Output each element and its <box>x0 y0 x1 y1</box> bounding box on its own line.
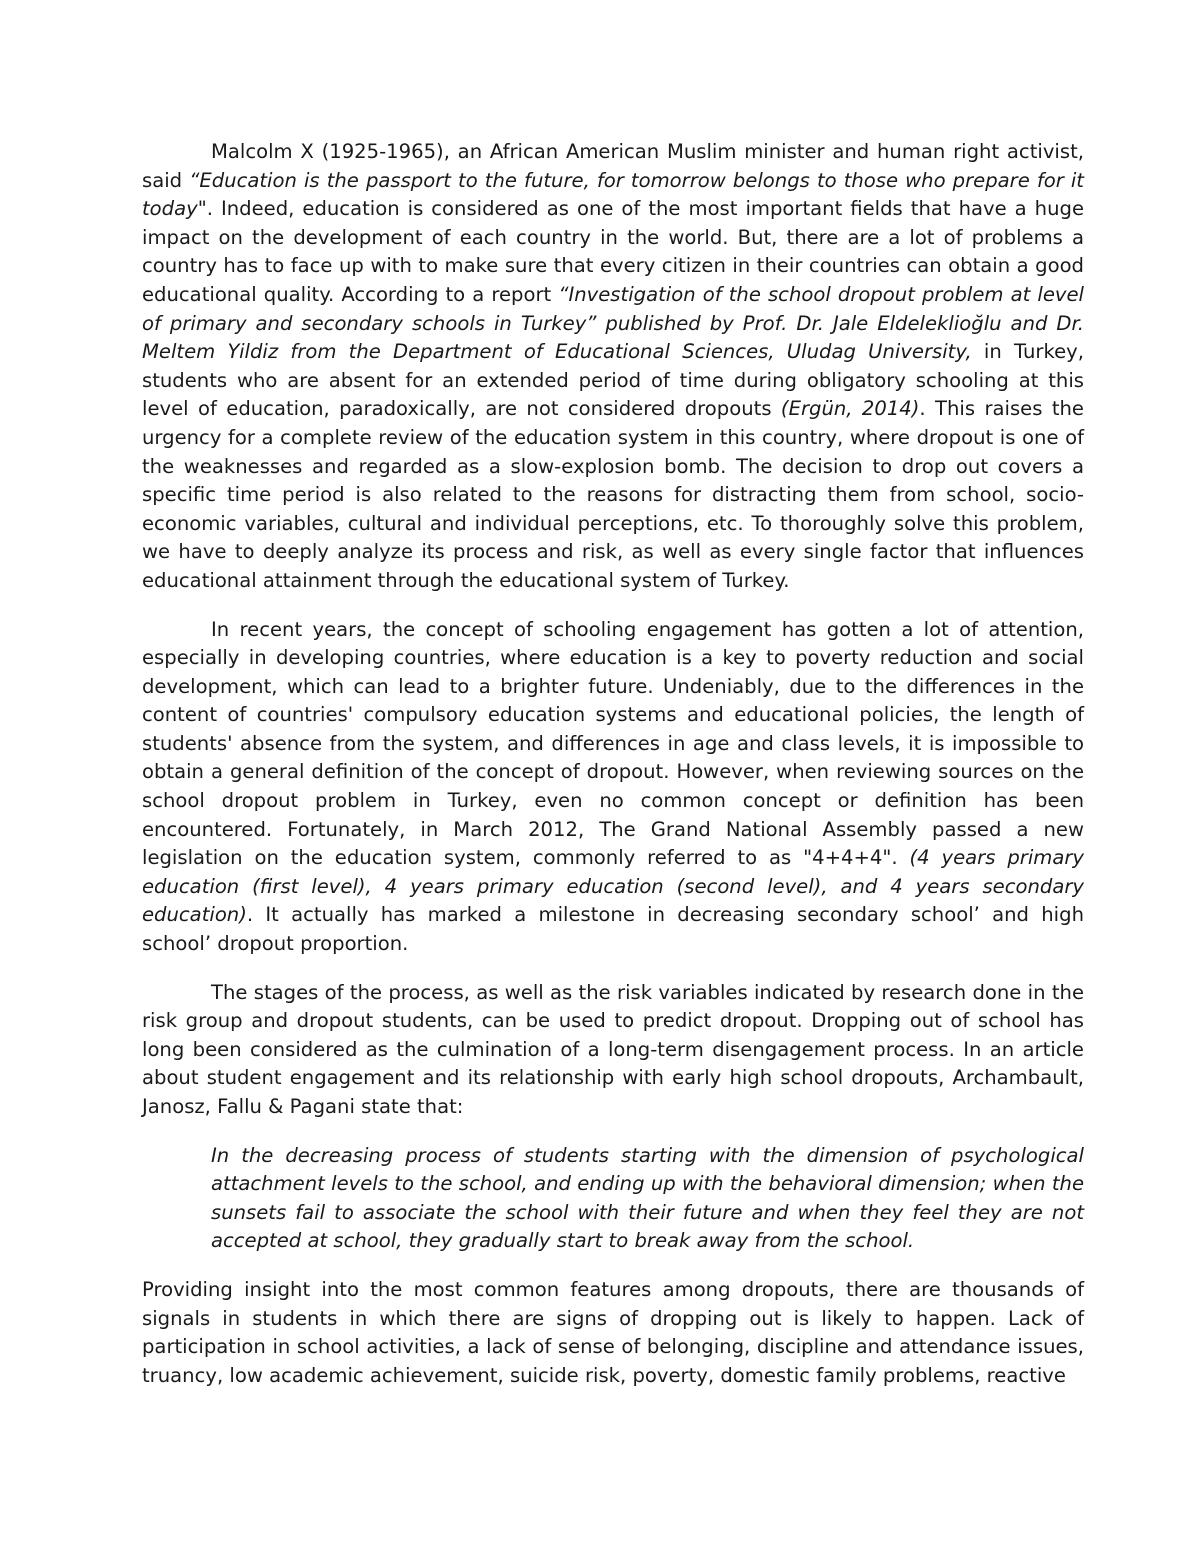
paragraph-4: Providing insight into the most common features among dropouts, there are thousands of signals in students in which there are signs of dropping out is likely to happen. Lack of participation in school activities, a lack of sense of belonging, discipline and attendance issues, truancy, low academic achievement, suicide risk, poverty, domestic family problems, reactive <box>142 1277 1084 1387</box>
p1-report-title-italic: “Investigation of the school dropout problem at level of primary and secondary schools in Turkey” published by Prof. Dr. Jale Eldeleklioğlu and Dr. Meltem Yildiz from the Department of Educational Sciences, Uludag University, <box>142 282 1084 364</box>
p1-text-c: ". Indeed, education is considered as one of the most important fields that have a huge impact on the development of each country in the world. But, there are a lot of problems a country has to face up with to make sure that every citizen in their countries can obtain a good educational quality. According to a report <box>142 197 1084 306</box>
p2-text-c: . It actually has marked a milestone in decreasing secondary school’ and high school’ dropout proportion. <box>142 903 1084 956</box>
p2-text-a: In recent years, the concept of schooling engagement has gotten a lot of attention, especially in developing countries, where education is a key to poverty reduction and social development, which can lead to a brighter future. Undeniably, due to the differences in the content of countries' compulsory education systems and educational policies, the length of students' absence from the system, and differences in age and class levels, it is impossible to obtain a general definition of the concept of dropout. However, when reviewing sources on the school dropout problem in Turkey, even no common concept or definition has been encountered. Fortunately, in March 2012, The Grand National Assembly passed a new legislation on the education system, commonly referred to as "4+4+4". <box>142 617 1084 870</box>
paragraph-1 <box>142 138 1084 596</box>
p1-citation-italic: (Ergün, 2014) <box>780 397 920 421</box>
p1-text-e: in Turkey, students who are absent for an extended period of time during obligatory schooling at this level of education, paradoxically, are not considered dropouts <box>142 340 1084 421</box>
p1-quote-italic: “Education is the passport to the future, for tomorrow belongs to those who prepare for it today <box>142 168 1084 221</box>
p2-italic-note: (4 years primary education (first level), 4 years primary education (second level), and 4 years secondary education) <box>142 846 1085 927</box>
document-page <box>142 138 1084 1410</box>
paragraph-2 <box>142 616 1084 959</box>
block-quote: In the decreasing process of students starting with the dimension of psychological attachment levels to the school, and ending up with the behavioral dimension; when the sunsets fail to associate the school with their future and when they feel they are not accepted at school, they gradually start to break away from the school. <box>211 1143 1084 1253</box>
p1-text-a: Malcolm X (1925-1965), an African American Muslim minister and human right activist, said <box>142 140 1084 192</box>
paragraph-3: The stages of the process, as well as the risk variables indicated by research done in the risk group and dropout students, can be used to predict dropout. Dropping out of school has long been considered as the culmination of a long-term disengagement process. In an article about student engagement and its relationship with early high school dropouts, Archambault, Janosz, Fallu & Pagani state that: <box>142 980 1084 1118</box>
p1-text-g: . This raises the urgency for a complete review of the education system in this country, where dropout is one of the weaknesses and regarded as a slow-explosion bomb. The decision to drop out covers a specific time period is also related to the reasons for distracting them from school, socio-economic variables, cultural and individual perceptions, etc. To thoroughly solve this problem, we have to deeply analyze its process and risk, as well as every single factor that influences educational attainment through the educational system of Turkey. <box>142 397 1084 592</box>
